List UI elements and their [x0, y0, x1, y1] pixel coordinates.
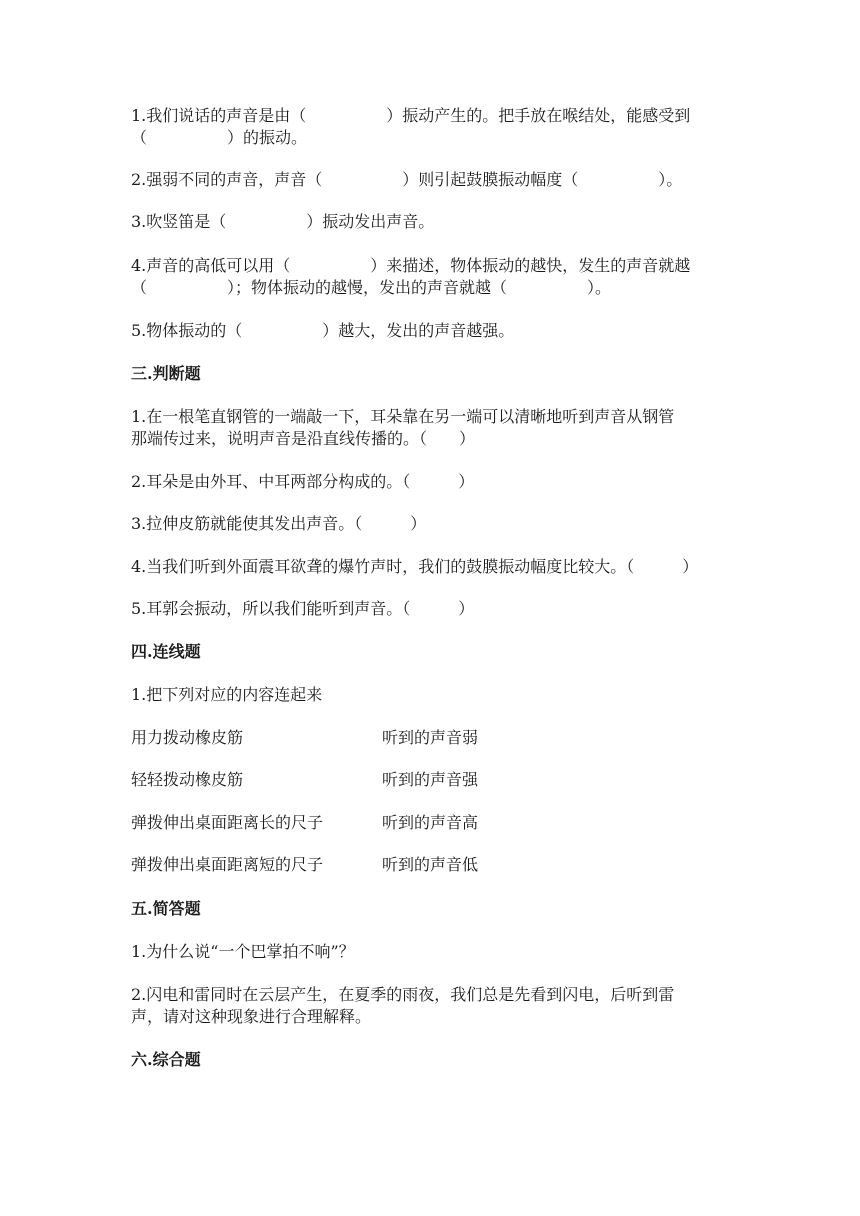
short-answer-q1: 1.为什么说“一个巴掌拍不响”？	[131, 942, 355, 961]
section-heading-judgement: 三.判断题	[131, 364, 201, 383]
fill-q4-line2: （ ）；物体振动的越慢，发出的声音就越（ ）。	[131, 278, 612, 297]
matching-prompt: 1.把下列对应的内容连起来	[131, 685, 323, 704]
section-heading-matching: 四.连线题	[131, 642, 201, 661]
fill-q1-line1: 1.我们说话的声音是由（ ）振动产生的。把手放在喉结处，能感受到	[131, 106, 691, 125]
match-right-item: 听到的声音高	[382, 813, 479, 832]
fill-q1-line2: （ ）的振动。	[131, 128, 308, 147]
judge-q1-line1: 1.在一根笔直钢管的一端敲一下，耳朵靠在另一端可以清晰地听到声音从钢管	[131, 407, 675, 426]
fill-q4-line1: 4.声音的高低可以用（ ）来描述，物体振动的越快，发生的声音就越	[131, 256, 691, 275]
match-left-item: 轻轻拨动橡皮筋	[131, 770, 244, 789]
fill-q5: 5.物体振动的（ ）越大，发出的声音越强。	[131, 321, 515, 340]
judge-q4: 4.当我们听到外面震耳欲聋的爆竹声时，我们的鼓膜振动幅度比较大。（ ）	[131, 557, 699, 576]
judge-q3: 3.拉伸皮筋就能使其发出声音。（ ）	[131, 514, 427, 533]
match-right-item: 听到的声音低	[382, 855, 479, 874]
match-left-item: 弹拨伸出桌面距离短的尺子	[131, 855, 324, 874]
match-right-item: 听到的声音强	[382, 770, 479, 789]
fill-q3: 3.吹竖笛是（ ）振动发出声音。	[131, 212, 435, 231]
fill-q2: 2.强弱不同的声音，声音（ ）则引起鼓膜振动幅度（ ）。	[131, 170, 683, 189]
judge-q1-line2: 那端传过来，说明声音是沿直线传播的。（ ）	[131, 429, 476, 448]
judge-q2: 2.耳朵是由外耳、中耳两部分构成的。（ ）	[131, 472, 475, 491]
section-heading-comprehensive: 六.综合题	[131, 1050, 201, 1069]
match-left-item: 弹拨伸出桌面距离长的尺子	[131, 813, 324, 832]
match-right-item: 听到的声音弱	[382, 728, 479, 747]
short-answer-q2-line1: 2.闪电和雷同时在云层产生，在夏季的雨夜，我们总是先看到闪电，后听到雷	[131, 985, 675, 1004]
judge-q5: 5.耳郭会振动，所以我们能听到声音。（ ）	[131, 599, 475, 618]
match-left-item: 用力拨动橡皮筋	[131, 728, 244, 747]
section-heading-short-answer: 五.简答题	[131, 899, 201, 918]
short-answer-q2-line2: 声，请对这种现象进行合理解释。	[131, 1007, 372, 1026]
